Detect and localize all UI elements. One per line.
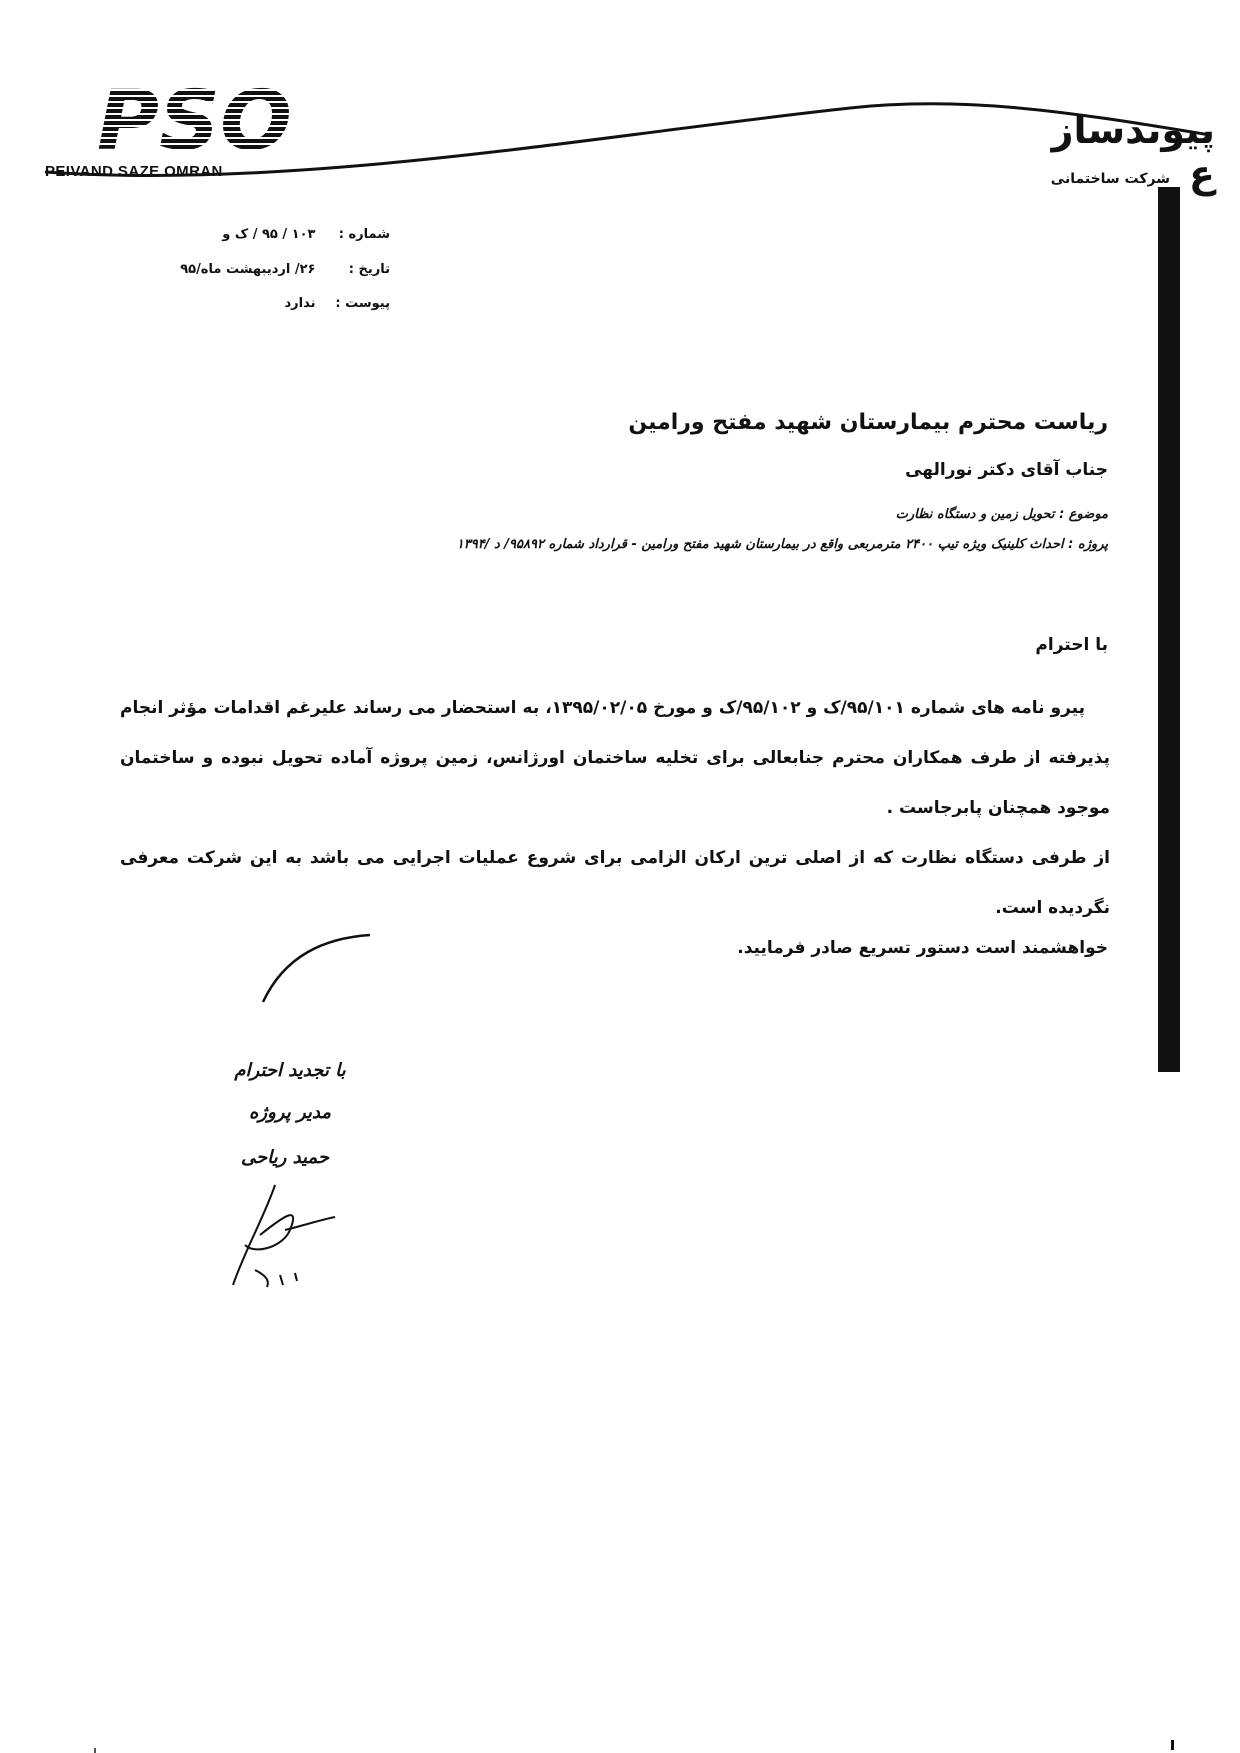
number-label: شماره : xyxy=(338,227,390,242)
letter-project: پروژه : احداث کلینیک ویژه تیپ ۲۴۰۰ مترمربعی واقع در بیمارستان شهید مفتح ورامین - قرارداد شماره ۹۵۸۹۲/ د /۱۳۹۴ xyxy=(456,537,1108,552)
attachment-label: پیوست : xyxy=(335,296,390,311)
letter-subject: موضوع : تحویل زمین و دستگاه نظارت xyxy=(895,507,1108,522)
body-paragraph-1: پیرو نامه های شماره ۹۵/۱۰۱/ک و ۹۵/۱۰۲/ک و مورخ ۱۳۹۵/۰۲/۰۵، به استحضار می رساند علیرغم اقدامات مؤثر انجام پذیرفته از طرف همکاران محترم جنابعالی برای تخلیه ساختمان اورژانس، زمین پروژه آماده تحویل نبوده و ساختمان موجود همچنان پابرجاست . xyxy=(120,698,1110,818)
recipient-title: ریاست محترم بیمارستان شهید مفتح ورامین xyxy=(628,410,1108,435)
scan-mark-left xyxy=(94,1748,96,1753)
closing-regards: با تجدید احترام xyxy=(234,1060,346,1081)
handwritten-signature xyxy=(215,1175,365,1295)
letter-body xyxy=(120,683,1110,933)
margin-scan-bar xyxy=(1158,187,1180,1072)
letter-attachment-row xyxy=(150,296,390,311)
company-farsi-logo: پیوندساز ع xyxy=(1051,108,1215,196)
attachment-value: ندارد xyxy=(284,296,316,311)
logo-latin-name: PEIVAND SAZE OMRAN xyxy=(45,163,223,180)
signature-flourish xyxy=(255,930,375,1010)
number-value: ۱۰۳ / ۹۵ / ک و xyxy=(222,227,316,242)
signer-name: حمید ریاحی xyxy=(241,1147,329,1168)
signer-title: مدیر پروژه xyxy=(248,1102,332,1123)
request-line: خواهشمند است دستور تسریع صادر فرمایید. xyxy=(737,938,1108,958)
pso-logo xyxy=(95,85,295,155)
svg-text:PSO: PSO xyxy=(97,85,292,155)
greeting: با احترام xyxy=(1035,635,1108,655)
body-paragraph-2: از طرفی دستگاه نظارت که از اصلی ترین ارکان الزامی برای شروع عملیات اجرایی می باشد به این شرکت معرفی نگردیده است. xyxy=(120,848,1110,918)
date-label: تاریخ : xyxy=(348,262,390,277)
letter-date-row xyxy=(150,262,390,277)
letter-number-row xyxy=(150,227,390,242)
company-type-label: شرکت ساختمانی xyxy=(1050,171,1170,187)
recipient-name: جناب آقای دکتر نورالهی xyxy=(905,460,1108,480)
date-value: ۲۶/ اردیبهشت ماه/۹۵ xyxy=(180,262,316,277)
scan-mark xyxy=(1171,1740,1174,1750)
